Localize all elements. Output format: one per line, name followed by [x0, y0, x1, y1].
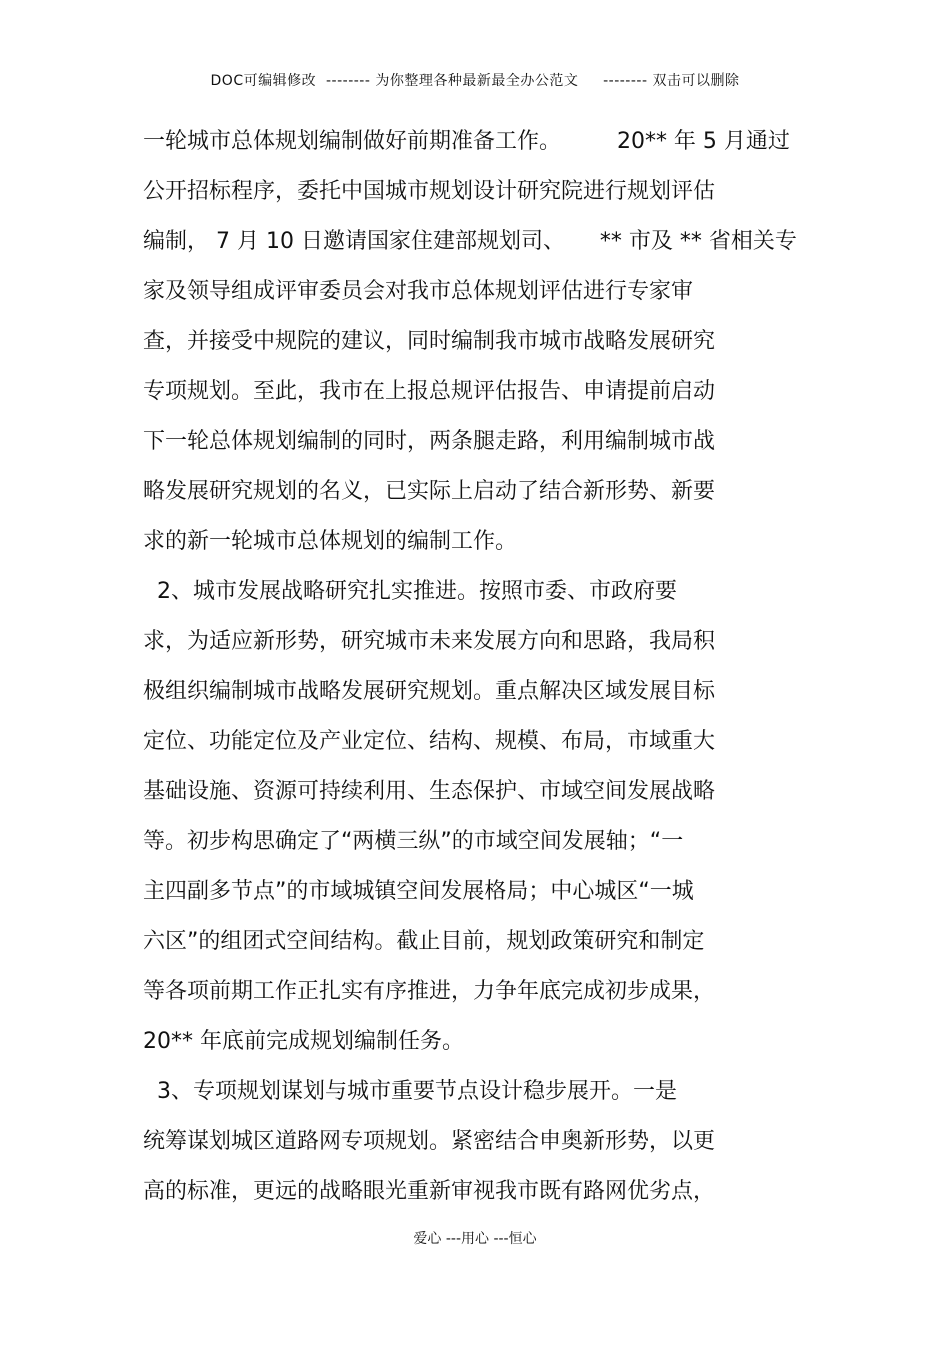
text-line: 编制， 7 月 10 日邀请国家住建部规划司、 ** 市及 ** 省相关专: [143, 229, 797, 254]
text-line: 求的新一轮城市总体规划的编制工作。: [143, 529, 518, 554]
text-line: 极组织编制城市战略发展研究规划。重点解决区域发展目标: [143, 679, 716, 704]
text-line: 一轮城市总体规划编制做好前期准备工作。 20** 年 5 月通过: [143, 129, 790, 154]
text-line: 公开招标程序，委托中国城市规划设计研究院进行规划评估: [143, 179, 716, 204]
text-line: 等。初步构思确定了“两横三纵”的市域空间发展轴；“一: [143, 829, 684, 854]
page-footer: 爱心 ---用心 ---恒心: [413, 1231, 537, 1247]
text-line: 求，为适应新形势，研究城市未来发展方向和思路，我局积: [143, 629, 716, 654]
text-line: 专项规划。至此，我市在上报总规评估报告、申请提前启动: [143, 379, 716, 404]
text-line: 主四副多节点”的市域城镇空间发展格局；中心城区“一城: [143, 879, 694, 904]
text-line: 统筹谋划城区道路网专项规划。紧密结合申奥新形势，以更: [143, 1129, 716, 1154]
text-line: 等各项前期工作正扎实有序推进，力争年底完成初步成果，: [143, 979, 716, 1004]
text-line: 六区”的组团式空间结构。截止目前，规划政策研究和制定: [143, 929, 705, 954]
text-line: 20** 年底前完成规划编制任务。: [143, 1029, 464, 1054]
paragraph-start: 2、城市发展战略研究扎实推进。按照市委、市政府要: [143, 579, 677, 604]
text-line: 定位、功能定位及产业定位、结构、规模、布局，市域重大: [143, 729, 716, 754]
page-header: DOC可编辑修改 -------- 为你整理各种最新最全办公范文 -------- 双击可以删除: [210, 73, 740, 89]
text-line: 家及领导组成评审委员会对我市总体规划评估进行专家审: [143, 279, 694, 304]
text-line: 高的标准，更远的战略眼光重新审视我市既有路网优劣点，: [143, 1179, 716, 1204]
text-line: 基础设施、资源可持续利用、生态保护、市域空间发展战略: [143, 779, 716, 804]
text-line: 略发展研究规划的名义，已实际上启动了结合新形势、新要: [143, 479, 716, 504]
text-line: 查，并接受中规院的建议，同时编制我市城市战略发展研究: [143, 329, 716, 354]
text-line: 下一轮总体规划编制的同时，两条腿走路，利用编制城市战: [143, 429, 716, 454]
paragraph-start: 3、专项规划谋划与城市重要节点设计稳步展开。一是: [143, 1079, 677, 1104]
